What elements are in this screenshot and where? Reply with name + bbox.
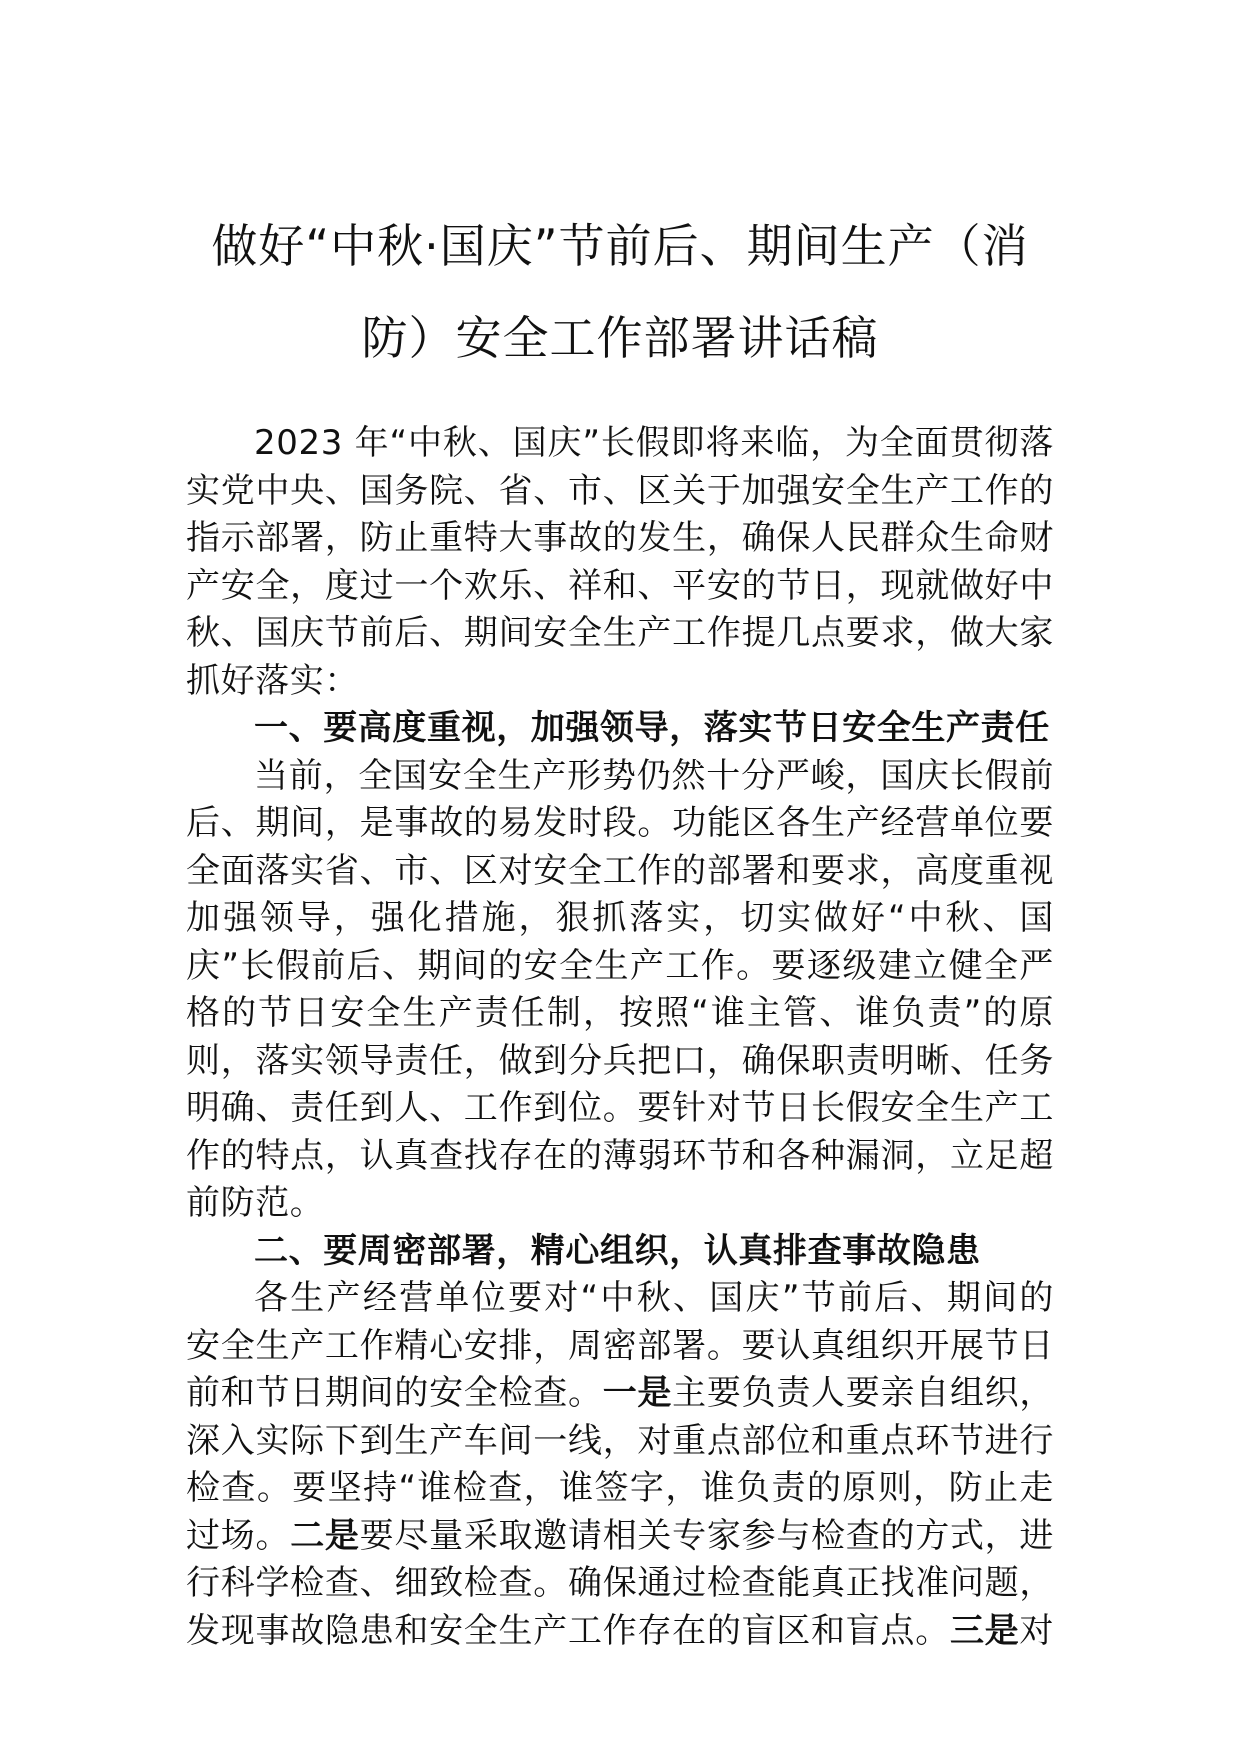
paragraph-line: 后、期间，是事故的易发时段。功能区各生产经营单位要 — [186, 803, 1054, 843]
paragraph-line: 各生产经营单位要对“中秋、国庆”节前后、期间的 — [254, 1278, 1054, 1318]
document-title-line-2: 防）安全工作部署讲话稿 — [361, 311, 879, 365]
paragraph-text: 主要负责人要亲自组织， — [672, 1373, 1054, 1413]
paragraph-text: 要尽量采取邀请相关专家参与检查的方式，进 — [359, 1515, 1055, 1556]
paragraph-line: 当前，全国安全生产形势仍然十分严峻，国庆长假前 — [254, 755, 1054, 796]
paragraph-line — [186, 1513, 1054, 1561]
paragraph-line — [186, 1370, 1054, 1418]
paragraph-line: 行科学检查、细致检查。确保通过检查能真正找准问题， — [186, 1563, 1054, 1603]
emphasis-second: 二是 — [290, 1515, 360, 1556]
paragraph-line: 明确、责任到人、工作到位。要针对节日长假安全生产工 — [186, 1088, 1054, 1128]
paragraph-line: 庆”长假前后、期间的安全生产工作。要逐级建立健全严 — [186, 945, 1054, 986]
paragraph-line: 作的特点，认真查找存在的薄弱环节和各种漏洞，立足超 — [186, 1135, 1054, 1176]
paragraph-line: 前防范。 — [186, 1183, 325, 1223]
paragraph-line — [186, 1608, 1054, 1656]
paragraph-text: 发现事故隐患和安全生产工作存在的盲区和盲点。 — [186, 1610, 950, 1651]
emphasis-first: 一是 — [602, 1373, 673, 1413]
paragraph-line: 抓好落实： — [186, 660, 359, 701]
document-body — [186, 420, 1054, 1655]
paragraph-line: 实党中央、国务院、省、市、区关于加强安全生产工作的 — [186, 470, 1054, 511]
paragraph-line: 秋、国庆节前后、期间安全生产工作提几点要求，做大家 — [186, 613, 1054, 653]
paragraph-line: 产安全，度过一个欢乐、祥和、平安的节日，现就做好中 — [186, 565, 1054, 606]
paragraph-text: 前和节日期间的安全检查。 — [186, 1373, 603, 1413]
emphasis-third: 三是 — [949, 1610, 1020, 1651]
paragraph-line: 则，落实领导责任，做到分兵把口，确保职责明晰、任务 — [186, 1040, 1054, 1081]
paragraph-line: 2023 年“中秋、国庆”长假即将来临，为全面贯彻落 — [254, 423, 1054, 463]
section-heading-1: 一、要高度重视，加强领导，落实节日安全生产责任 — [254, 708, 1050, 748]
paragraph-line: 安全生产工作精心安排，周密部署。要认真组织开展节日 — [186, 1325, 1054, 1366]
paragraph-line: 深入实际下到生产车间一线，对重点部位和重点环节进行 — [186, 1420, 1054, 1461]
paragraph-line: 加强领导，强化措施，狠抓落实，切实做好“中秋、国 — [186, 898, 1054, 938]
paragraph-line: 检查。要坚持“谁检查，谁签字，谁负责的原则，防止走 — [186, 1468, 1054, 1508]
document-title-line-1: 做好“中秋·国庆”节前后、期间生产（消 — [211, 219, 1029, 273]
paragraph-text: 过场。 — [186, 1515, 291, 1556]
paragraph-text: 对 — [1019, 1610, 1054, 1651]
paragraph-line: 格的节日安全生产责任制，按照“谁主管、谁负责”的原 — [186, 993, 1054, 1033]
paragraph-line: 全面落实省、市、区对安全工作的部署和要求，高度重视 — [186, 850, 1054, 891]
paragraph-line: 指示部署，防止重特大事故的发生，确保人民群众生命财 — [186, 518, 1054, 558]
section-heading-2: 二、要周密部署，精心组织，认真排查事故隐患 — [254, 1230, 981, 1271]
